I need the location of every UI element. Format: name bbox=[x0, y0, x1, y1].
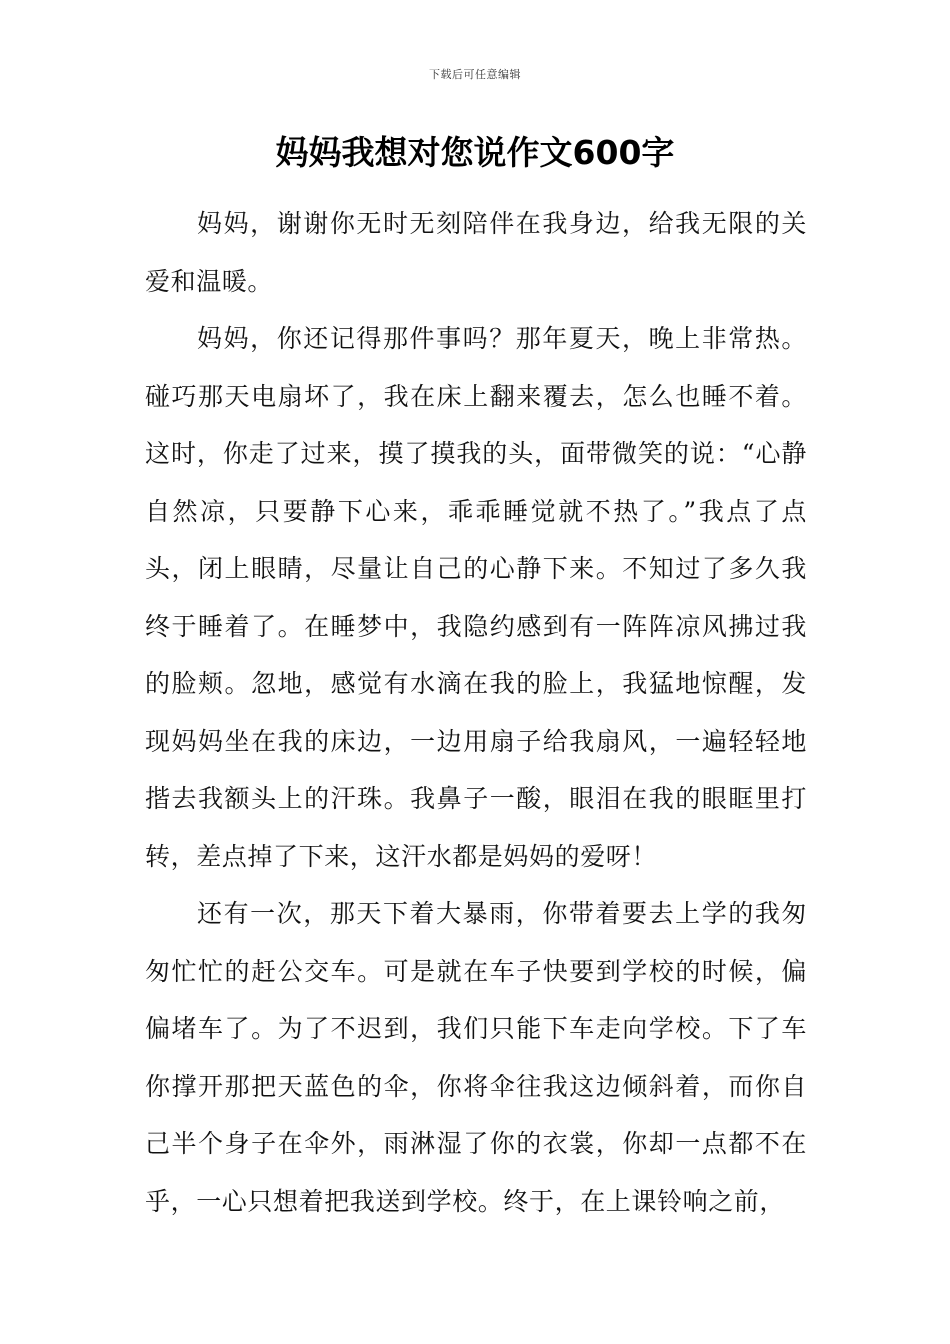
paragraph-3: 还有一次，那天下着大暴雨，你带着要去上学的我匆匆忙忙的赶公交车。可是就在车子快要到学校的时候，偏偏堵车了。为了不迟到，我们只能下车走向学校。下了车你撑开那把天蓝色的伞，你将伞往我这边倾斜着，而你自己半个身子在伞外，雨淋湿了你的衣裳，你却一点都不在乎，一心只想着把我送到学校。终于，在上课铃响之前， bbox=[145, 899, 807, 1216]
article-body bbox=[145, 195, 807, 1230]
paragraph-2: 妈妈，你还记得那件事吗？那年夏天，晚上非常热。碰巧那天电扇坏了，我在床上翻来覆去，怎么也睡不着。这时，你走了过来，摸了摸我的头，面带微笑的说：“心静自然凉，只要静下心来，乖乖睡觉就不热了。”我点了点头，闭上眼睛，尽量让自己的心静下来。不知过了多久我终于睡着了。在睡梦中，我隐约感到有一阵阵凉风拂过我的脸颊。忽地，感觉有水滴在我的脸上，我猛地惊醒，发现妈妈坐在我的床边，一边用扇子给我扇风，一遍轻轻地揩去我额头上的汗珠。我鼻子一酸，眼泪在我的眼眶里打转，差点掉了下来，这汗水都是妈妈的爱呀！ bbox=[145, 324, 807, 871]
paragraph-1: 妈妈，谢谢你无时无刻陪伴在我身边，给我无限的关爱和温暖。 bbox=[145, 209, 807, 296]
article-title: 妈妈我想对您说作文600字 bbox=[275, 133, 675, 172]
header-note: 下载后可任意编辑 bbox=[429, 68, 521, 81]
